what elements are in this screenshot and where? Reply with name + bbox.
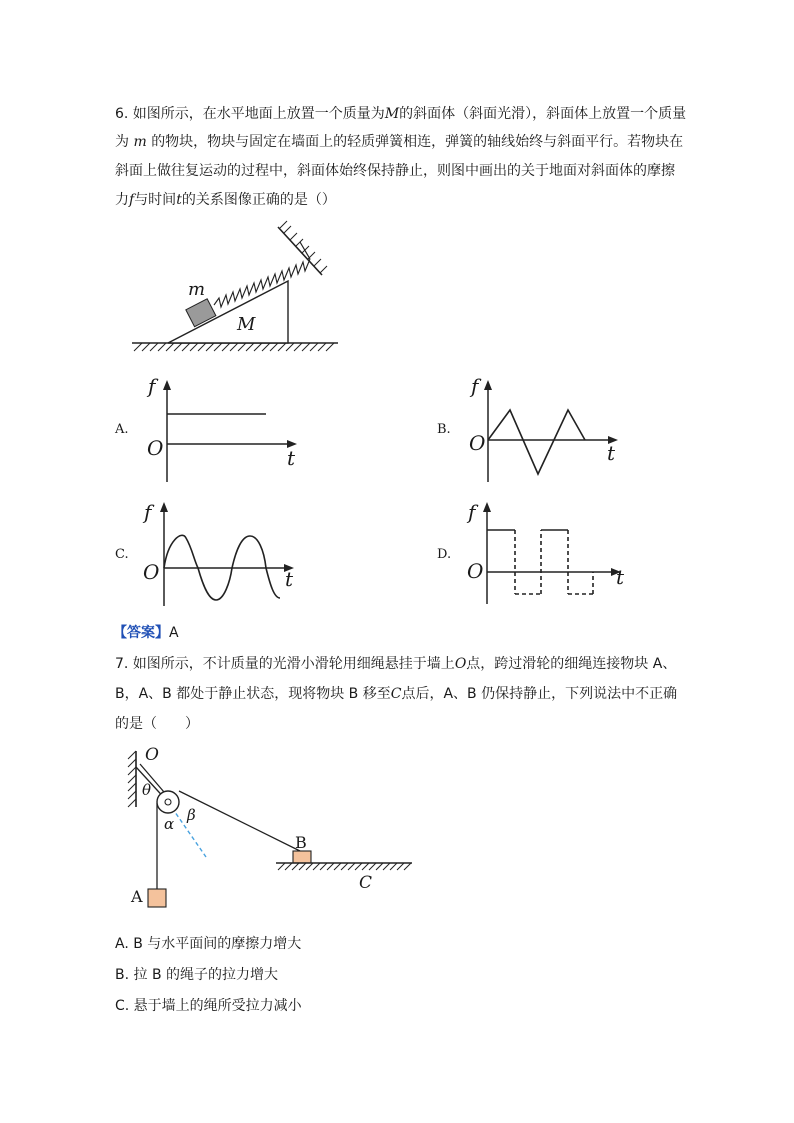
q6-text: 的关系图像正确的是（） [181,192,336,208]
graph-A [145,378,305,488]
graph-C-f-label: f [144,500,152,524]
answer-line [113,623,179,643]
label-A: A [131,887,143,906]
graph-D [465,500,625,610]
label-m: m [188,279,206,300]
label-B: B [295,833,307,852]
q6-text: 的物块，物块与固定在墙面上的轻质弹簧相连，弹簧的轴线始终与斜面平行。若物块在 [151,134,684,150]
graph-B-O-label: O [469,431,486,455]
graph-C-t-label: t [285,567,294,591]
option-B-label: B. [437,422,451,437]
q6-var-t: t [176,192,182,208]
graph-A-t-label: t [287,446,296,470]
answer-tag: 【答案】 [113,625,169,641]
q7-text: B，A、B 都处于静止状态，现将物块 B 移至 [115,686,391,702]
q7-line-1 [115,654,676,674]
q6-line-3 [115,161,675,181]
q7-text: 点，跨过滑轮的细绳连接物块 A、 [466,656,677,672]
q6-text: 力 [115,192,129,208]
q7-text: 点后，A、B 仍保持静止，下列说法中不正确 [401,686,678,702]
graph-C-O-label: O [143,560,160,584]
q6-line-1 [115,104,686,124]
q7-var-C: C [390,686,402,702]
q6-var-m: m [133,134,147,150]
q7-line-2 [115,684,677,704]
option-A-label: A. [115,422,129,437]
graph-B-f-label: f [471,374,479,398]
graph-D-f-label: f [468,500,476,524]
graph-B-curve [488,410,585,474]
q6-var-f: f [129,192,135,208]
incline-body [168,281,288,343]
graph-A-O-label: O [147,436,164,460]
graph-D-O-label: O [467,559,484,583]
answer-value: A [169,625,179,641]
q6-text: 斜面上做往复运动的过程中，斜面体始终保持静止，则图中画出的关于地面对斜面体的摩擦 [115,163,675,179]
option-D-label: D. [437,547,452,562]
q6-var-M: M [384,106,400,122]
q6-text: 与时间 [134,192,177,208]
q6-line-2 [115,132,683,152]
q7-line-3 [115,714,199,734]
choice-A: A. B 与水平面间的摩擦力增大 [115,936,302,952]
label-theta: θ [142,781,152,799]
label-M: M [237,314,256,335]
q6-line-4 [115,190,336,210]
q6-text: 6. 如图所示，在水平地面上放置一个质量为 [115,106,385,122]
q6-text: 为 [115,134,129,150]
label-beta: β [187,806,196,824]
graph-B-t-label: t [607,441,616,465]
q7-text: 的是（ ） [115,716,199,732]
graph-D-t-label: t [616,565,625,589]
graph-B [466,378,626,488]
block-A [148,889,166,907]
graph-D-curve [487,530,593,594]
block-B [293,851,311,863]
label-C: C [359,873,373,893]
q7-var-O: O [454,656,467,672]
q7-text: 7. 如图所示，不计质量的光滑小滑轮用细绳悬挂于墙上 [115,656,455,672]
graph-A-f-label: f [148,374,156,398]
choice-B: B. 拉 B 的绳子的拉力增大 [115,967,279,983]
option-C-label: C. [115,547,129,562]
label-O: O [145,745,159,765]
graph-C [142,500,302,610]
label-alpha: α [164,815,175,833]
q6-text: 的斜面体（斜面光滑），斜面体上放置一个质量 [399,106,687,122]
choice-C: C. 悬于墙上的绳所受拉力减小 [115,998,302,1014]
q6-incline-figure [120,215,350,355]
